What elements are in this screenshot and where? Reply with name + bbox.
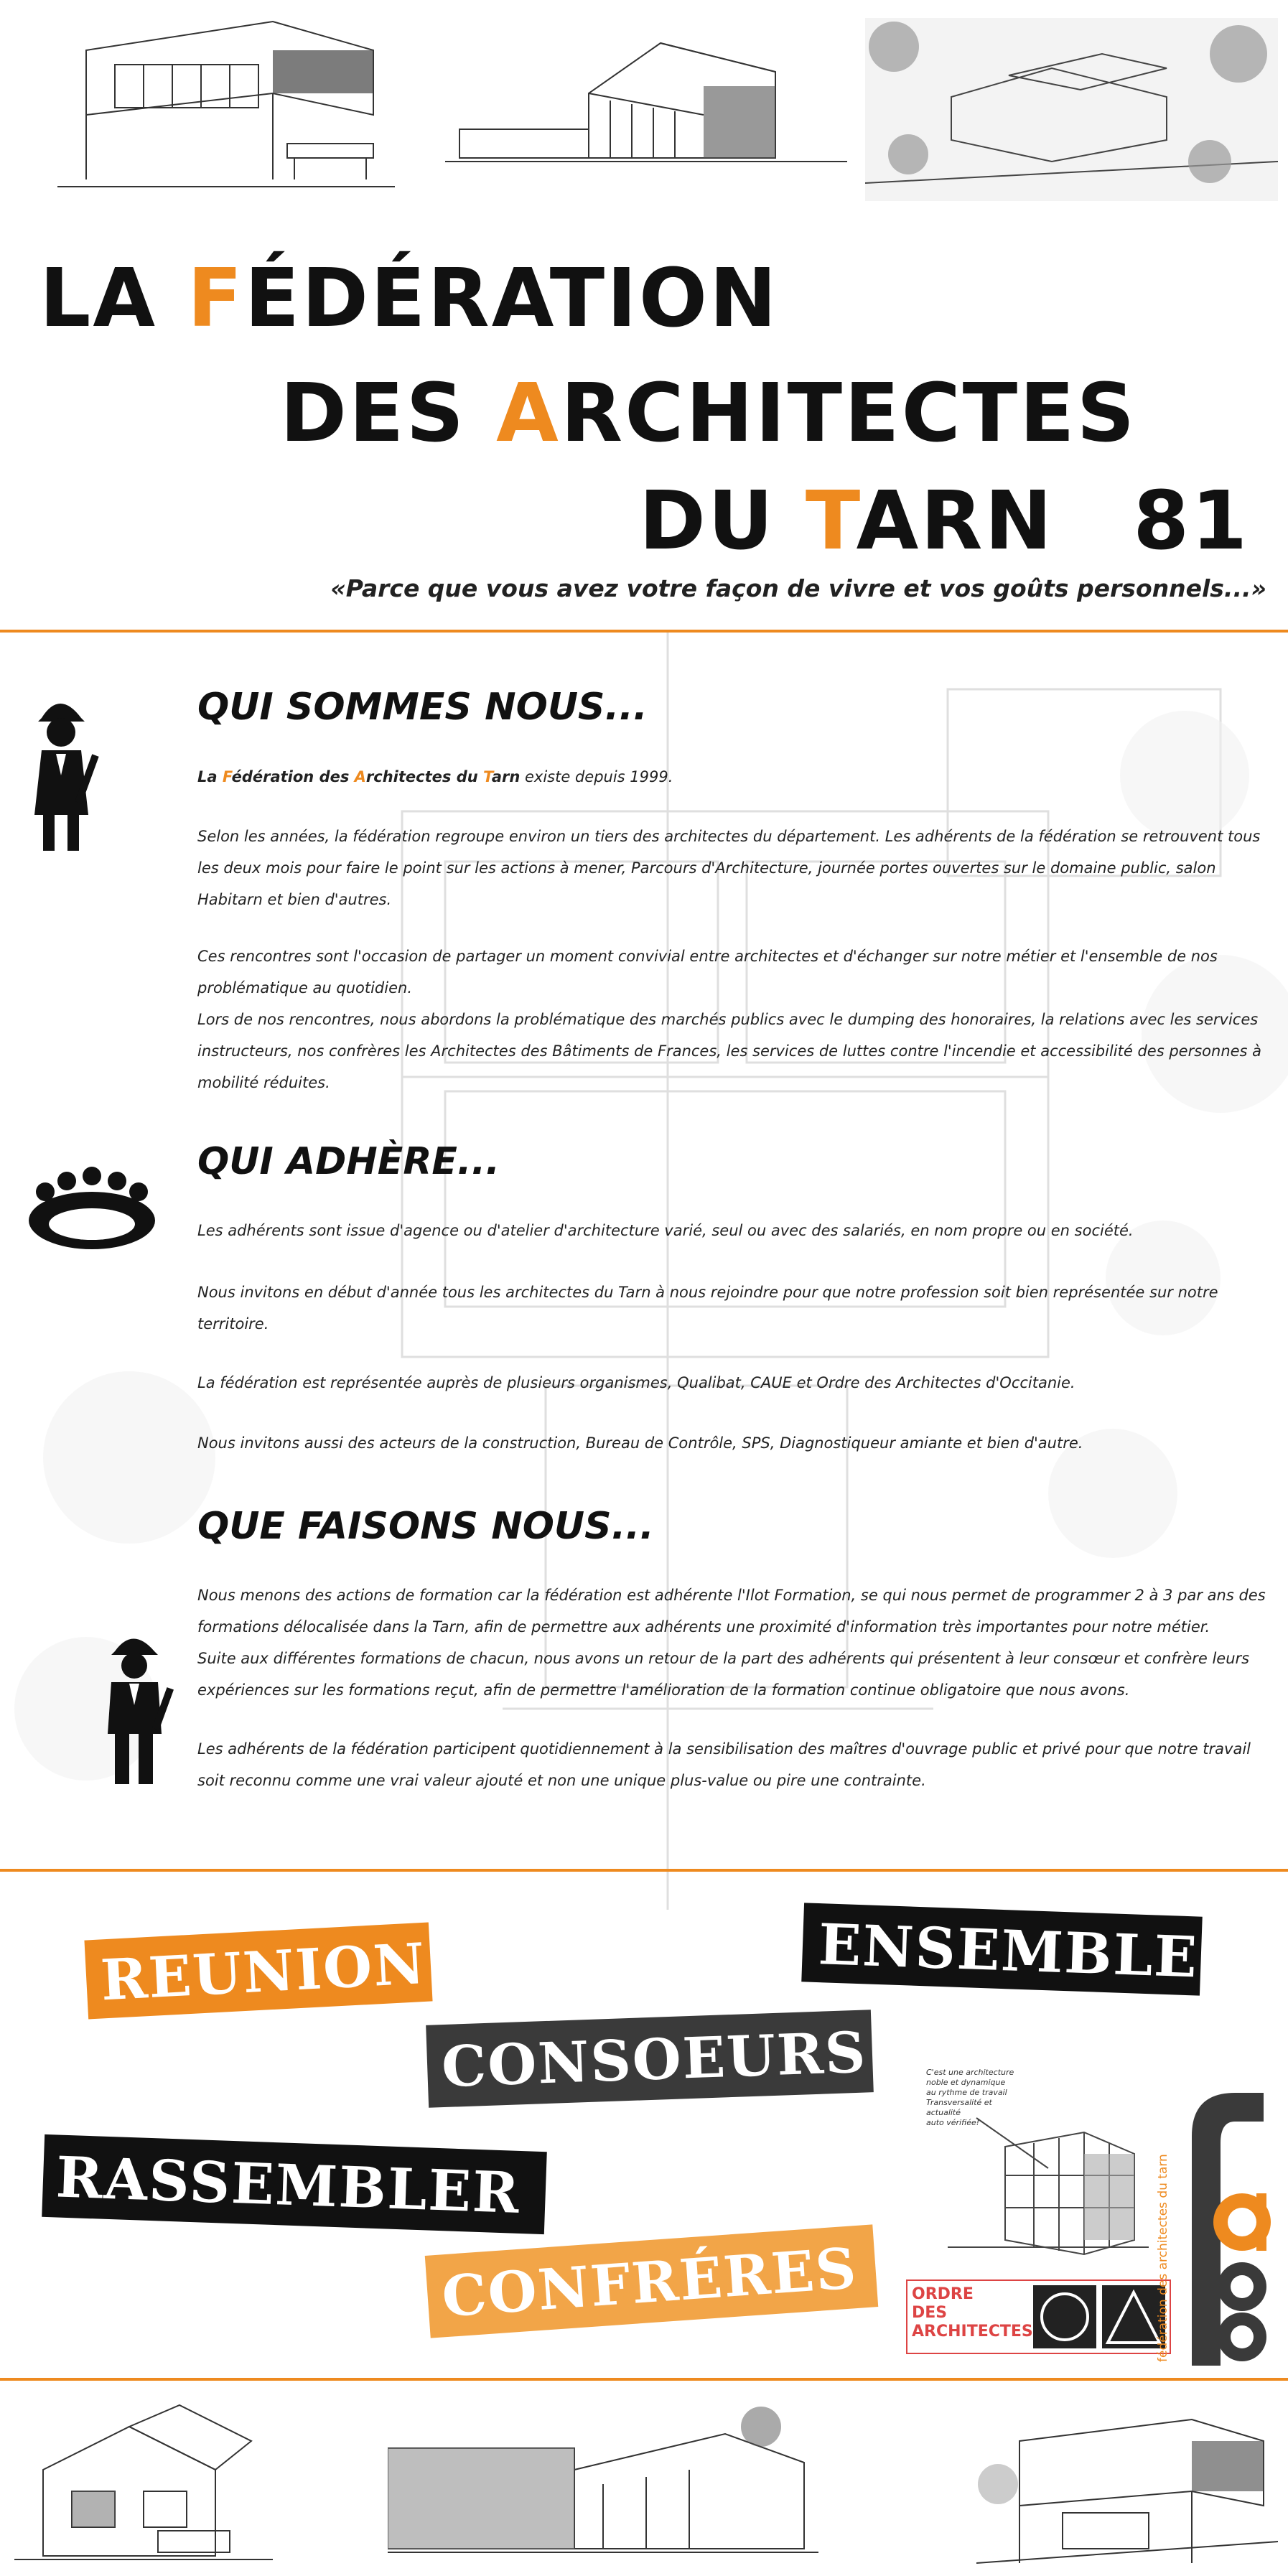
tagline: «Parce que vous avez votre façon de vivre et vos goûts personnels...» xyxy=(330,574,1266,602)
section-3-paragraph-2: Suite aux différentes formations de chacun, nous avons un retour de la part des adhérents qui présentent à leur consœur et confrère leurs expériences sur les formations reçut, afin de permettre l'amélioration de la formation continue obligatoire que nous avons. xyxy=(197,1650,1250,1699)
stamp-ensemble: ENSEMBLE xyxy=(801,1903,1203,1995)
section-3-paragraph-1: Nous menons des actions de formation car la fédération est adhérente l'Ilot Formation, se qui nous permet de programmer 2 à 3 par ans des formations délocalisée dans la Tarn, afin de permettre aux adhérents une proximité d'information très importantes pour notre métier. xyxy=(197,1587,1266,1635)
house-sketch-bottom-center xyxy=(388,2405,818,2563)
title-line-1 xyxy=(39,252,779,345)
architect-woman-icon xyxy=(20,689,106,854)
title-highlight-f: F xyxy=(187,252,245,345)
title-line-3 xyxy=(639,475,1250,568)
stamp-confreres: CONFRÉRES xyxy=(425,2224,878,2338)
title-line-2 xyxy=(280,367,1137,460)
meeting-table-icon xyxy=(27,1163,157,1256)
section-title-what-we-do: QUE FAISONS NOUS... xyxy=(197,1505,654,1548)
title-highlight-t: T xyxy=(805,475,857,568)
faat-logo xyxy=(1177,2078,1278,2373)
section-2-paragraph-1: Les adhérents sont issue d'agence ou d'atelier d'architecture varié, seul ou avec des salariés, en nom propre ou en société. xyxy=(197,1222,1134,1239)
house-sketch-bottom-right xyxy=(976,2398,1278,2570)
title-highlight-a: A xyxy=(496,367,561,460)
title-pre-3: DU xyxy=(639,475,806,568)
stamp-rassembler: RASSEMBLER xyxy=(42,2134,547,2234)
section-1-paragraph-1: Selon les années, la fédération regroupe environ un tiers des architectes du département. Les adhérents de la fédération se retrouvent tous les deux mois pour faire le point sur les actions à mener, Parcours d'Architecture, journée portes ouvertes sur le domaine public, salon Habitarn et bien d'autres. xyxy=(197,828,1261,908)
ordre-logo-symbol xyxy=(1033,2285,1166,2348)
stamp-consoeurs: CONSOEURS xyxy=(426,2010,874,2108)
title-post-2: RCHITECTES xyxy=(560,367,1137,460)
title-pre-1: LA xyxy=(39,252,188,345)
section-1-paragraph-3: Lors de nos rencontres, nous abordons la problématique des marchés publics avec le dumping des honoraires, la relations avec les services instructeurs, nos confrères les Architectes des Bâtiments de Frances, les services de luttes contre l'incendie et accessibilité des personnes à mobilité réduites. xyxy=(197,1011,1262,1091)
architect-man-icon xyxy=(93,1626,187,1788)
section-2-paragraph-3: La fédération est représentée auprès de plusieurs organismes, Qualibat, CAUE et Ordre des Architectes d'Occitanie. xyxy=(197,1374,1075,1391)
section-title-who-we-are: QUI SOMMES NOUS... xyxy=(197,686,648,729)
sketch-caption: C'est une architecture noble et dynamique au rythme de travail Transversalité et actualité auto vérifiée! xyxy=(926,2068,1014,2127)
section-2-paragraph-2: Nous invitons en début d'année tous les architectes du Tarn à nous rejoindre pour que notre profession soit bien représentée sur notre territoire. xyxy=(197,1284,1218,1333)
stamp-reunion: REUNION xyxy=(84,1923,432,2020)
section-1-intro: La Fédération des Architectes du Tarn existe depuis 1999. xyxy=(197,768,673,785)
faat-vertical-text: fédération des architectes du tarn xyxy=(1156,2154,1170,2362)
house-sketch-modern-cantilever xyxy=(57,7,395,201)
title-department-number: 81 xyxy=(1133,475,1250,568)
title-post-3: ARN xyxy=(856,475,1055,568)
house-sketch-wooden-barn xyxy=(445,29,847,179)
ordre-des-architectes-logo: ORDRE DES ARCHITECTES xyxy=(906,2279,1171,2354)
house-sketch-bottom-left xyxy=(14,2391,273,2570)
section-2-paragraph-4: Nous invitons aussi des acteurs de la construction, Bureau de Contrôle, SPS, Diagnostiqueur amiante et bien d'autre. xyxy=(197,1434,1083,1452)
title-pre-2: DES xyxy=(280,367,497,460)
section-title-who-joins: QUI ADHÈRE... xyxy=(197,1140,500,1183)
title-post-1: ÉDÉRATION xyxy=(244,252,779,345)
section-1-paragraph-2: Ces rencontres sont l'occasion de partager un moment convivial entre architectes et d'échanger sur notre métier et l'ensemble de nos problématique au quotidien. xyxy=(197,948,1218,997)
divider-middle xyxy=(0,1869,1288,1872)
divider-top xyxy=(0,630,1288,633)
house-sketch-aerial-view xyxy=(865,18,1278,201)
section-3-paragraph-3: Les adhérents de la fédération participent quotidiennement à la sensibilisation des maîtres d'ouvrage public et privé pour que notre travail soit reconnu comme une vrai valeur ajouté et non une unique plus-value ou pire une contrainte. xyxy=(197,1740,1251,1789)
divider-bottom xyxy=(0,2378,1288,2381)
